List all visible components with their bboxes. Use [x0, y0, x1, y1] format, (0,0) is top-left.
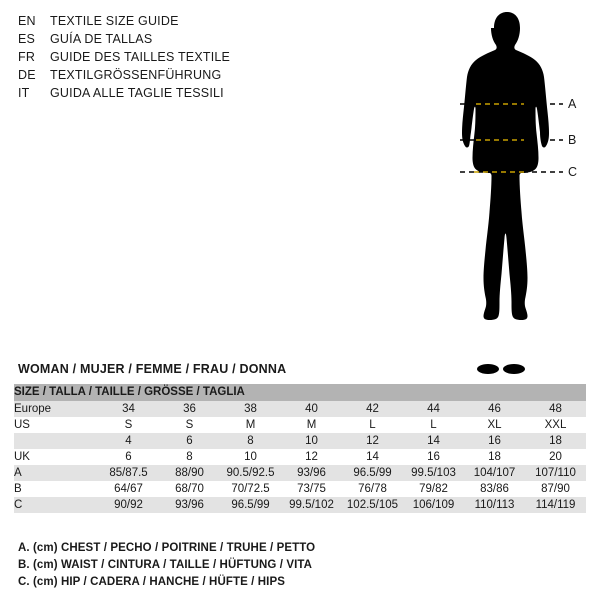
cell: 96.5/99 [342, 465, 403, 481]
cell: 85/87.5 [98, 465, 159, 481]
cell: S [98, 417, 159, 433]
measure-label-b: B [568, 133, 577, 147]
cell: 88/90 [159, 465, 220, 481]
language-code: FR [18, 50, 36, 64]
language-row [18, 50, 318, 68]
cell: 83/86 [464, 481, 525, 497]
language-title: GUIDA ALLE TAGLIE TESSILI [50, 86, 224, 100]
cell: 102.5/105 [342, 497, 403, 513]
language-list [18, 14, 318, 104]
table-row [14, 401, 586, 417]
cell: 90/92 [98, 497, 159, 513]
measure-label-a: A [568, 97, 577, 111]
female-silhouette-figure [420, 6, 595, 376]
language-row [18, 32, 318, 50]
legend-line-b: B. (cm) WAIST / CINTURA / TAILLE / HÜFTUNG / VITA [18, 559, 313, 571]
language-code: IT [18, 86, 30, 100]
language-title: TEXTILGRÖSSENFÜHRUNG [50, 68, 222, 82]
cell: 18 [525, 433, 586, 449]
cell: 36 [159, 401, 220, 417]
cell: 10 [281, 433, 342, 449]
cell: 104/107 [464, 465, 525, 481]
cell: 90.5/92.5 [220, 465, 281, 481]
measure-label-c: C [568, 165, 578, 179]
cell: 40 [281, 401, 342, 417]
cell: 38 [220, 401, 281, 417]
row-label: UK [14, 449, 98, 465]
cell: 12 [342, 433, 403, 449]
legend-line-a: A. (cm) CHEST / PECHO / POITRINE / TRUHE / PETTO [18, 542, 316, 554]
cell: 68/70 [159, 481, 220, 497]
table-header-label: SIZE / TALLA / TAILLE / GRÖSSE / TAGLIA [14, 384, 586, 401]
cell: L [342, 417, 403, 433]
table-row [14, 449, 586, 465]
legend-line-c: C. (cm) HIP / CADERA / HANCHE / HÜFTE / HIPS [18, 576, 286, 588]
cell: 18 [464, 449, 525, 465]
cell: 44 [403, 401, 464, 417]
cell: 73/75 [281, 481, 342, 497]
cell: 14 [342, 449, 403, 465]
cell: M [281, 417, 342, 433]
cell: 46 [464, 401, 525, 417]
cell: 93/96 [281, 465, 342, 481]
silhouette-icon [420, 6, 595, 376]
cell: 99.5/103 [403, 465, 464, 481]
cell: 76/78 [342, 481, 403, 497]
row-label: C [14, 497, 98, 513]
row-label: Europe [14, 401, 98, 417]
cell: 96.5/99 [220, 497, 281, 513]
cell: 10 [220, 449, 281, 465]
cell: 8 [220, 433, 281, 449]
cell: 16 [464, 433, 525, 449]
table-header-row [14, 384, 586, 401]
cell: 14 [403, 433, 464, 449]
table-row [14, 433, 586, 449]
language-row [18, 68, 318, 86]
cell: XL [464, 417, 525, 433]
language-code: DE [18, 68, 36, 82]
cell: 106/109 [403, 497, 464, 513]
cell: 99.5/102 [281, 497, 342, 513]
cell: 64/67 [98, 481, 159, 497]
cell: 6 [98, 449, 159, 465]
language-code: ES [18, 32, 36, 46]
table-row [14, 481, 586, 497]
row-label: A [14, 465, 98, 481]
language-row [18, 14, 318, 32]
cell: 34 [98, 401, 159, 417]
cell: 16 [403, 449, 464, 465]
language-row [18, 86, 318, 104]
language-title: TEXTILE SIZE GUIDE [50, 14, 179, 28]
cell: 79/82 [403, 481, 464, 497]
table-row [14, 465, 586, 481]
cell: 48 [525, 401, 586, 417]
table-row [14, 417, 586, 433]
row-label [14, 433, 98, 449]
row-label: US [14, 417, 98, 433]
cell: 4 [98, 433, 159, 449]
language-title: GUIDE DES TAILLES TEXTILE [50, 50, 231, 64]
cell: M [220, 417, 281, 433]
table-row [14, 497, 586, 513]
language-title: GUÍA DE TALLAS [50, 32, 153, 46]
cell: 6 [159, 433, 220, 449]
cell: XXL [525, 417, 586, 433]
measurement-legend [18, 540, 578, 591]
cell: 87/90 [525, 481, 586, 497]
cell: 107/110 [525, 465, 586, 481]
language-code: EN [18, 14, 36, 28]
cell: 93/96 [159, 497, 220, 513]
cell: 110/113 [464, 497, 525, 513]
cell: 12 [281, 449, 342, 465]
cell: 8 [159, 449, 220, 465]
cell: 114/119 [525, 497, 586, 513]
size-table [14, 384, 586, 513]
table-caption: WOMAN / MUJER / FEMME / FRAU / DONNA [18, 362, 287, 376]
row-label: B [14, 481, 98, 497]
cell: L [403, 417, 464, 433]
cell: 42 [342, 401, 403, 417]
cell: 20 [525, 449, 586, 465]
cell: S [159, 417, 220, 433]
cell: 70/72.5 [220, 481, 281, 497]
